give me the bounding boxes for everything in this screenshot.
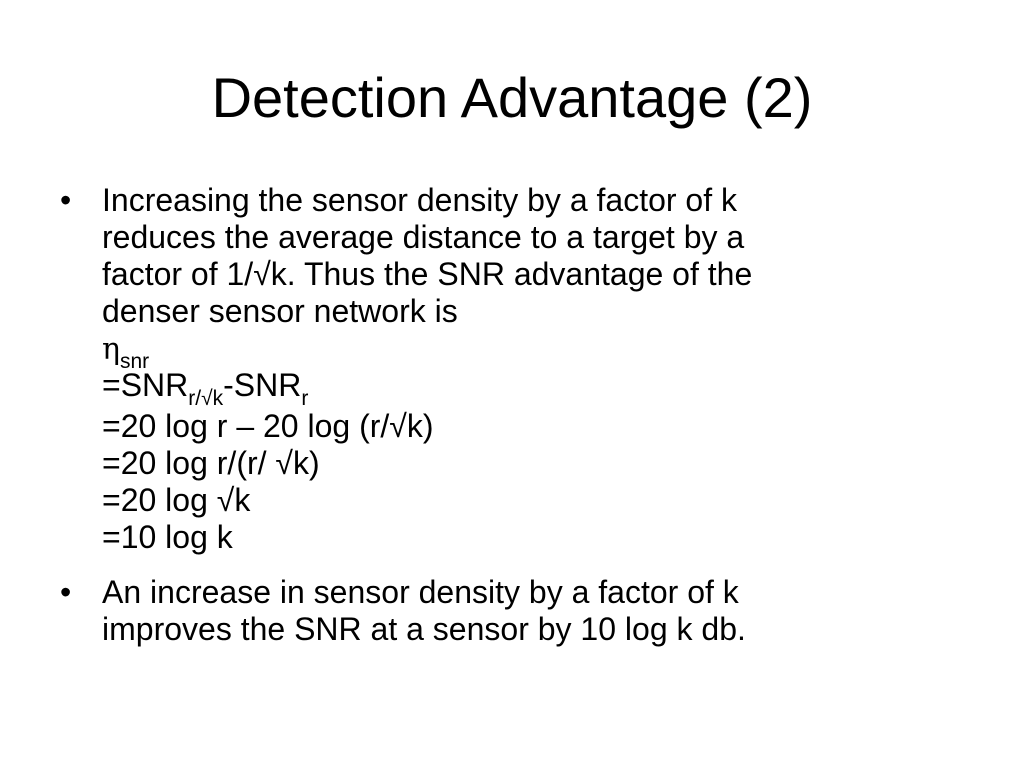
bullet-1-line-3: factor of 1/√k. Thus the SNR advantage of the [102, 256, 753, 292]
eta-symbol: η [102, 332, 120, 367]
eta-subscript: snr [119, 350, 150, 373]
formula-line-2: =20 log r – 20 log (r/√k) [102, 408, 434, 444]
bullet-1-line-4: denser sensor network is [102, 293, 458, 329]
bullet-1-line-2: reduces the average distance to a target by a [102, 219, 745, 255]
bullet-1-line-1: Increasing the sensor density by a factor of k [102, 182, 737, 218]
formula-snr-subscript-2: r [301, 387, 309, 410]
bullet-marker: • [60, 574, 72, 610]
formula-snr-mid: -SNR [223, 367, 302, 403]
formula-line-4: =20 log √k [102, 482, 251, 518]
formula-snr-subscript-1: r/√k [188, 387, 224, 410]
bullet-item-1 [60, 182, 922, 556]
bullet-2-line-1: An increase in sensor density by a factor of k [102, 574, 739, 610]
bullet-marker: • [60, 182, 72, 218]
formula-line-1 [102, 367, 922, 408]
bullet-item-2 [60, 574, 922, 648]
bullet-2-line-2: improves the SNR at a sensor by 10 log k db. [102, 611, 746, 647]
formula-eta-line [102, 330, 922, 373]
formula-line-3: =20 log r/(r/ √k) [102, 445, 320, 481]
formula-line-5: =10 log k [102, 519, 233, 555]
formula-snr-prefix: =SNR [102, 367, 189, 403]
slide-title: Detection Advantage (2) [211, 66, 813, 129]
